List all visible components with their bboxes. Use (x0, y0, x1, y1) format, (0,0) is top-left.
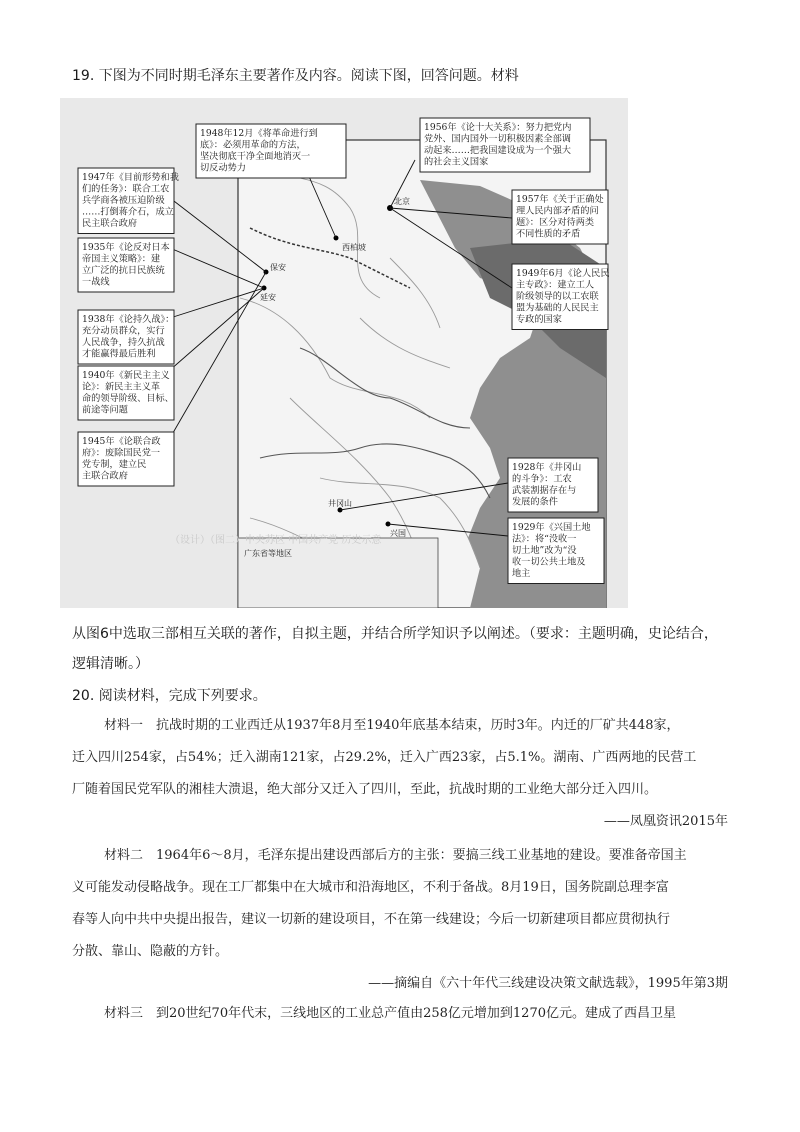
beijing-label: 北京 (394, 197, 410, 206)
annotation-b1949 (512, 264, 610, 330)
annotation-text: 的斗争》：工农 (512, 473, 572, 485)
annotation-text: 坚决彻底干净全面地消灭一 (200, 151, 311, 162)
annotation-text: 论》：新民主主义革 (82, 381, 161, 393)
annotation-b1938 (78, 310, 174, 364)
annotation-text: 1940年《新民主主义 (82, 370, 170, 381)
annotation-text: 切土地”改为“没 (512, 545, 577, 556)
annotation-b1929 (508, 518, 604, 584)
annotation-text: 不同性质的矛盾 (516, 228, 581, 240)
annotation-text: 党专制，建立民 (82, 459, 147, 470)
annotation-text: 的社会主义国家 (424, 156, 489, 168)
material-1-line3: 厂随着国民党军队的湘桂大溃退，绝大部分又迁入了四川，至此，抗战时期的工业绝大部分迁入四川。 (72, 782, 658, 797)
annotation-b1948 (196, 124, 346, 178)
annotation-text: 阶级领导的以工农联 (516, 291, 599, 302)
annotation-text: 前途等问题 (82, 404, 128, 416)
annotation-text: 题》：区分对待两类 (516, 217, 595, 228)
annotation-text: 人民战争，持久抗战 (82, 337, 165, 348)
yanan-label: 延安 (260, 293, 276, 302)
annotation-text: 地主 (512, 568, 531, 579)
annotation-text: 1956年《论十大关系》：努力把党内 (424, 122, 572, 133)
annotation-text: 一战线 (82, 276, 110, 288)
q19-task-line1: 从图6中选取三部相互关联的著作，自拟主题，并结合所学知识予以阐述。（要求：主题明确，史论结合， (72, 626, 718, 642)
annotation-b1945 (78, 432, 174, 486)
annotation-b1928 (508, 458, 598, 512)
annotation-text: 收一切公共土地及 (512, 556, 586, 568)
annotation-text: 主专政》：建立工人 (516, 279, 595, 291)
material-2-line2: 义可能发动侵略战争。现在工厂都集中在大城市和沿海地区，不利于备战。8月19日，国务院副总理李富 (72, 880, 669, 895)
annotation-text: 命的领导阶级、目标、 (82, 393, 174, 404)
mao-works-map (60, 98, 628, 608)
inset-label: 广东省等地区 (244, 549, 292, 558)
material-1-source: ——凤凰资讯2015年 (603, 814, 728, 829)
annotation-text: 府》：废除国民党一 (82, 447, 161, 459)
annotation-text: 1928年《井冈山 (512, 462, 582, 473)
q19-title: 19. 下图为不同时期毛泽东主要著作及内容。阅读下图，回答问题。材料 (72, 68, 519, 84)
q19-task-line2: 逻辑清晰。） (72, 656, 149, 672)
material-2-line3: 春等人向中共中央提出报告，建议一切新的建设项目，不在第一线建设；今后一切新建项目都应贯彻执行 (72, 912, 671, 927)
jinggangshan-label: 井冈山 (328, 499, 352, 508)
xingguo-label: 兴国 (390, 529, 406, 538)
annotation-text: 才能赢得最后胜利 (82, 348, 156, 360)
annotation-text: 们的任务》：联合工农 (82, 183, 170, 195)
material-3-line1: 材料三 到20世纪70年代末，三线地区的工业总产值由258亿元增加到1270亿元。建成了西昌卫星 (104, 1006, 676, 1021)
annotation-text: 1938年《论持久战》： (82, 314, 175, 325)
annotation-b1957 (512, 190, 608, 244)
material-2-line4: 分散、靠山、隐蔽的方针。 (72, 944, 229, 959)
annotation-text: 动起来……把我国建设成为一个强大 (424, 145, 571, 156)
annotation-text: 盟为基础的人民民主 (516, 302, 599, 314)
annotation-text: 充分动员群众，实行 (82, 325, 165, 337)
annotation-b1947 (78, 168, 179, 234)
material-1-line2: 迁入四川254家，占54%；迁入湖南121家，占29.2%，迁入广西23家，占5.1%。湖南、广西两地的民营工 (72, 750, 697, 765)
annotation-b1935 (78, 238, 174, 292)
xibaipo-label: 西柏坡 (342, 243, 366, 252)
annotation-b1956 (420, 118, 590, 172)
annotation-text: 1949年6月《论人民民 (516, 268, 610, 279)
annotation-text: 1929年《兴国土地 (512, 522, 591, 533)
annotation-text: 专政的国家 (516, 314, 562, 325)
q20-title: 20. 阅读材料，完成下列要求。 (72, 688, 267, 704)
annotation-text: 武装割据存在与 (512, 485, 577, 496)
annotation-text: 主联合政府 (82, 470, 128, 482)
annotation-text: 帝国主义策略》：建 (82, 253, 161, 265)
annotation-text: 1947年《目前形势和我 (82, 172, 179, 183)
annotation-text: 法》：将“没收一 (512, 533, 577, 545)
annotation-text: 党外、国内国外一切积极因素全部调 (424, 133, 571, 145)
annotation-b1940 (78, 366, 174, 420)
annotation-text: 底》：必须用革命的方法， (200, 139, 306, 151)
baoan-label: 保安 (270, 263, 286, 272)
annotation-text: 切反动势力 (200, 162, 246, 174)
annotation-text: 1948年12月《将革命进行到 (200, 128, 318, 139)
annotation-text: 发展的条件 (512, 496, 558, 508)
material-2-source: ——摘编自《六十年代三线建设决策文献选载》，1995年第3期 (368, 976, 728, 991)
annotation-text: 民主联合政府 (82, 218, 138, 229)
material-1-line1: 材料一 抗战时期的工业西迁从1937年8月至1940年底基本结束，历时3年。内迁的厂矿共448家， (104, 718, 680, 733)
annotation-text: ……打倒蒋介石，成立 (82, 206, 174, 218)
annotation-text: 兵学商各被压迫阶级 (82, 195, 165, 206)
annotation-text: 理人民内部矛盾的问 (516, 205, 599, 217)
annotation-text: 1945年《论联合政 (82, 436, 161, 447)
annotation-text: 1957年《关于正确处 (516, 194, 604, 205)
material-2-line1: 材料二 1964年6～8月，毛泽东提出建设西部后方的主张：要搞三线工业基地的建设。要准备帝国主 (104, 848, 687, 863)
annotation-text: 立广泛的抗日民族统 (82, 265, 165, 276)
map-watermark: （设计）（图二）中央苏区 中国共产党 历史示意 (170, 535, 382, 546)
annotation-text: 1935年《论反对日本 (82, 242, 170, 253)
